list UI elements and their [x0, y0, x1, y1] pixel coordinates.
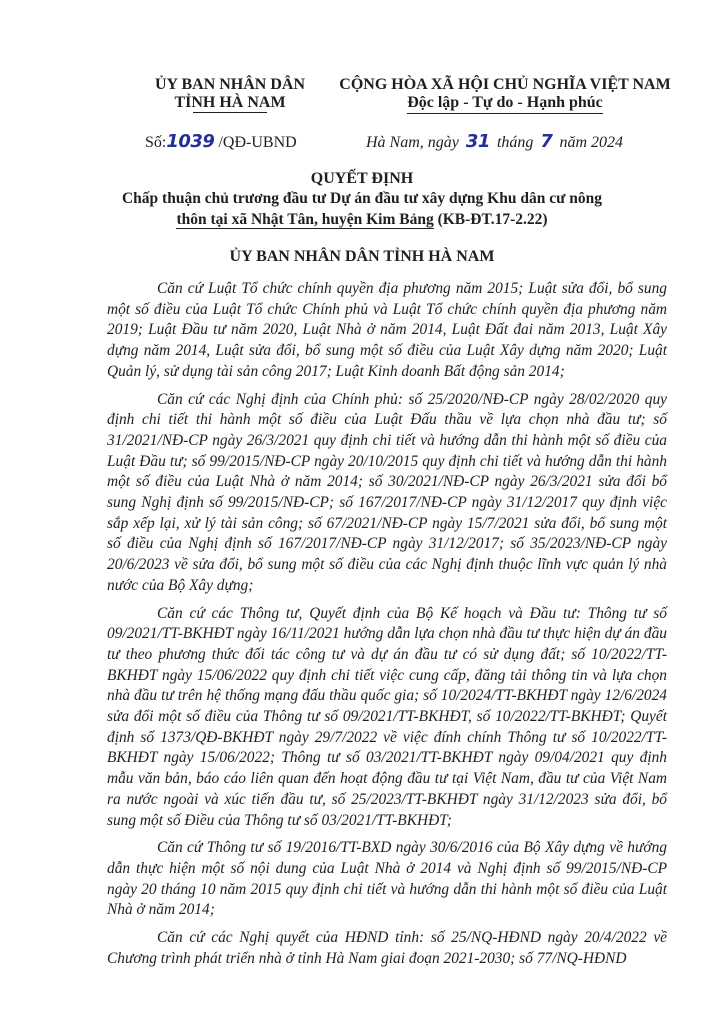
- handwritten-month: 7: [540, 131, 553, 152]
- date-place: Hà Nam, ngày: [366, 134, 459, 151]
- subject-code: (KB-ĐT.17-2.22): [437, 211, 548, 228]
- agency-underline: [193, 112, 267, 113]
- legal-basis-paragraph: Căn cứ các Nghị quyết của HĐND tỉnh: số 25/NQ-HĐND ngày 20/4/2022 về Chương trình phát triển nhà ở tỉnh Hà Nam giai đoạn 2021-2030; số 77/NQ-HĐND: [107, 929, 667, 967]
- legal-basis-paragraph: Căn cứ Thông tư số 19/2016/TT-BXD ngày 30/6/2016 của Bộ Xây dựng về hướng dẫn thực hiện một số nội dung của Luật Nhà ở 2014 và Nghị định số 99/2015/NĐ-CP ngày 20 tháng 10 năm 2015 quy định chi tiết và hướng dẫn thi hành một số điều của Luật Nhà ở năm 2014;: [107, 839, 667, 919]
- subject-part1: Chấp thuận chủ trương đầu tư Dự án đầu tư xây dựng Khu dân cư nông: [121, 190, 603, 207]
- date-month-label: tháng: [496, 134, 534, 151]
- national-title-block: [330, 76, 680, 114]
- agency-name-line1: ỦY BAN NHÂN DÂN: [154, 76, 306, 93]
- legal-basis-body: [107, 279, 667, 977]
- legal-basis-paragraph: Căn cứ các Thông tư, Quyết định của Bộ Kế hoạch và Đầu tư: Thông tư số 09/2021/TT-BKHĐT ngày 16/11/2021 hướng dẫn lựa chọn nhà đầu tư thực hiện dự án đầu tư theo phương thức đối tác công tư và dự án đầu tư có sử dụng đất; số 10/2022/TT-BKHĐT ngày 15/06/2022 quy định chi tiết việc cung cấp, đăng tải thông tin và lựa chọn nhà đầu tư trên hệ thống mạng đấu thầu quốc gia; số 10/2024/TT-BKHĐT ngày 12/6/2024 sửa đổi một số điều của Thông tư số 09/2021/TT-BKHĐT, số 10/2022/TT-BKHĐT; Quyết định số 1373/QĐ-BKHĐT ngày 29/7/2022 về việc đính chính Thông tư số 10/2022/TT-BKHĐT ngày 15/06/2022; Thông tư số 03/2021/TT-BKHĐT ngày 09/04/2021 quy định mẫu văn bản, báo cáo liên quan đến hoạt động đầu tư tại Việt Nam, đầu tư của Việt Nam ra nước ngoài và xúc tiến đầu tư, số 25/2023/TT-BKHĐT ngày 31/12/2023 sửa đổi, bổ sung một số Điều của Thông tư số 03/2021/TT-BKHĐT;: [107, 604, 667, 829]
- document-subject: [80, 188, 644, 230]
- document-number: [145, 131, 297, 152]
- doc-number-prefix: Số:: [145, 134, 167, 151]
- nation-name: CỘNG HÒA XÃ HỘI CHỦ NGHĨA VIỆT NAM: [339, 76, 671, 93]
- national-motto: Độc lập - Tự do - Hạnh phúc: [407, 94, 603, 114]
- agency-name-line2: TỈNH HÀ NAM: [174, 94, 286, 111]
- issuing-authority-heading: ỦY BAN NHÂN DÂN TỈNH HÀ NAM: [229, 248, 495, 265]
- issuing-agency-block: [130, 76, 330, 113]
- legal-basis-paragraph: Căn cứ Luật Tổ chức chính quyền địa phương năm 2015; Luật sửa đổi, bổ sung một số điều của Luật Tổ chức Chính phủ và Luật Tổ chức chính quyền địa phương năm 2019; Luật Đầu tư năm 2020, Luật Nhà ở năm 2014, Luật Đất đai năm 2013, Luật Xây dựng năm 2014, Luật sửa đổi, bổ sung một số điều của Luật Xây dựng năm 2020; Luật Quản lý, sử dụng tài sản công 2017; Luật Kinh doanh Bất động sản 2014;: [107, 280, 667, 380]
- doc-number-suffix: /QĐ-UBND: [218, 134, 297, 151]
- subject-part2: thôn tại xã Nhật Tân, huyện Kim Bảng: [176, 211, 434, 228]
- issue-date: [366, 131, 623, 152]
- handwritten-doc-number: 1039: [166, 131, 215, 152]
- date-year: năm 2024: [559, 134, 623, 151]
- handwritten-day: 31: [465, 131, 490, 152]
- legal-basis-paragraph: Căn cứ các Nghị định của Chính phủ: số 25/2020/NĐ-CP ngày 28/02/2020 quy định chi tiết thi hành một số điều của Luật Đấu thầu về lựa chọn nhà đầu tư; số 31/2021/NĐ-CP ngày 26/3/2021 quy định chi tiết và hướng dẫn thi hành một số điều của Luật Đầu tư; số 99/2015/NĐ-CP ngày 20/10/2015 quy định chi tiết và hướng dẫn thi hành một số điều của Luật Nhà ở năm 2014; số 30/2021/NĐ-CP ngày 26/3/2021 sửa đổi bổ sung Nghị định số 99/2015/NĐ-CP; số 167/2017/NĐ-CP ngày 31/12/2017 quy định việc sắp xếp lại, xử lý tài sản công; số 67/2021/NĐ-CP ngày 15/7/2021 sửa đổi, bổ sung một số điều của Nghị định số 167/2017/NĐ-CP ngày 31/12/2017; số 35/2023/NĐ-CP ngày 20/6/2023 về sửa đổi, bổ sung một số điều của các Nghị định thuộc lĩnh vực quản lý nhà nước của Bộ Xây dựng;: [107, 390, 667, 594]
- document-title: QUYẾT ĐỊNH: [310, 170, 414, 187]
